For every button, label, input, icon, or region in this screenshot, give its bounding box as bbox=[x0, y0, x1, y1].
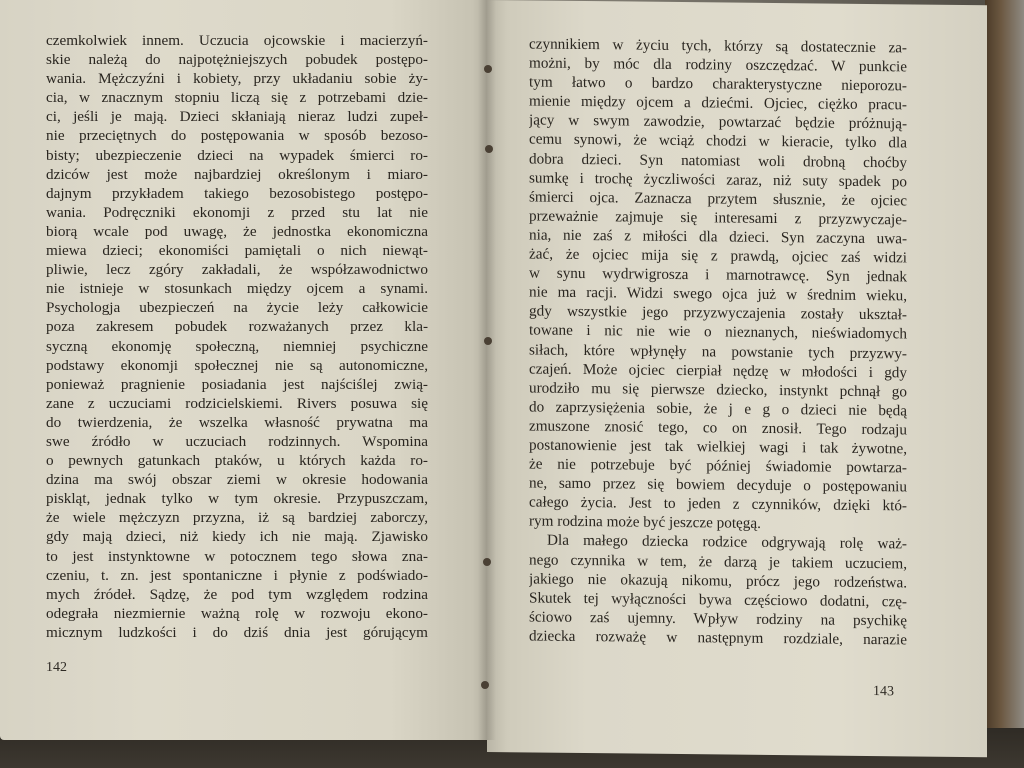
text-line: cia, w znacznym stopniu liczą się z potrzebami dzie- bbox=[46, 89, 428, 107]
text-line: pliwie, lecz zgóry zakładali, że współzawodnictwo bbox=[46, 261, 428, 279]
book-cover-edge bbox=[985, 0, 1024, 768]
text-line: Skutek tej wyłączności bywa częściowo dodatni, czę- bbox=[529, 589, 907, 611]
text-line: mienie między ojcem a dziećmi. Ojciec, ciężko pracu- bbox=[529, 92, 907, 114]
text-line: do twierdzenia, że wszelka własność prywatna ma bbox=[46, 413, 428, 431]
text-line: urodziło mu się pierwsze dziecko, instynkt pchnął go bbox=[529, 379, 907, 401]
text-line: nie przeciętnych do postępowania w sposób bezoso- bbox=[46, 127, 428, 145]
binding-stitch bbox=[484, 337, 492, 345]
text-line: odegrała niezmiernie ważną rolę w rozwoju ekono- bbox=[46, 604, 428, 622]
text-line: piskląt, jednak tylko w tym okresie. Przypuszczam, bbox=[46, 490, 428, 508]
text-line: miewa dzieci; ekonomiści pamiętali o nich niewąt- bbox=[46, 242, 428, 260]
text-line: że nie potrzebuje być później świadomie powtarza- bbox=[529, 455, 907, 477]
text-line: dzina ma swój obszar ziemi w okresie hodowania bbox=[46, 471, 428, 489]
text-line: zmuszone znosić tego, co on znosił. Tego rodzaju bbox=[529, 417, 907, 439]
text-line: wania. Mężczyźni i kobiety, przy układaniu sobie ży- bbox=[46, 70, 428, 88]
left-page-number: 142 bbox=[46, 660, 67, 675]
text-line: możni, by móc dla rodziny oszczędzać. W punkcie bbox=[529, 54, 907, 76]
text-line: bisty; ubezpieczenie dzieci na wypadek śmierci ro- bbox=[46, 146, 428, 164]
binding-stitch bbox=[483, 558, 491, 566]
text-line: jący w swym zawodzie, powtarzać będzie próżnują- bbox=[529, 111, 907, 133]
text-line: dajnym przykładem takiego bezosobistego postępo- bbox=[46, 184, 428, 202]
text-line: dziców jest może najbardziej określonym i miaro- bbox=[46, 165, 428, 183]
right-page bbox=[487, 0, 987, 757]
text-line: o pewnych gatunkach ptaków, u których każda ro- bbox=[46, 452, 428, 470]
text-line: nie istnieje w stosunkach między ojcem a synami. bbox=[46, 280, 428, 298]
text-line: syczną ekonomję społeczną, niemniej psychiczne bbox=[46, 337, 428, 355]
text-line: dziecka rozważę w następnym rozdziale, narazie bbox=[529, 627, 907, 649]
text-line: siłach, które wpłynęły na powstanie tych przyzwy- bbox=[529, 340, 907, 362]
text-line: postanowienie jest tak wielkiej wagi i tak żywotne, bbox=[529, 436, 907, 458]
text-line: nego czynnika w tem, że darzą je takiem uczuciem, bbox=[529, 550, 907, 572]
right-page-number: 143 bbox=[873, 684, 894, 700]
text-line: przeważnie zajmuje się interesami z przyzwyczaje- bbox=[529, 207, 907, 229]
text-line: czeniu, t. zn. jest spontaniczne i płynie z podświado- bbox=[46, 566, 428, 584]
text-line: dobra dzieci. Syn natomiast woli drobną choćby bbox=[529, 150, 907, 171]
text-line: biorą wcale pod uwagę, że jednostka ekonomiczna bbox=[46, 222, 428, 240]
text-line: ściowo zaś ujemny. Wpływ rodziny na psychikę bbox=[529, 608, 907, 630]
text-line: swe źródło w uczuciach rodzinnych. Wspomina bbox=[46, 432, 428, 450]
text-line: Psychologja ubezpieczeń na życie leży całkowicie bbox=[46, 299, 428, 317]
text-line: całego życia. Jest to jeden z czynników, dzięki któ- bbox=[529, 493, 907, 515]
text-line: czynnikiem w życiu tych, którzy są dostatecznie za- bbox=[529, 35, 907, 57]
text-line: nie ma racji. Widzi swego ojca już w średnim wieku, bbox=[529, 283, 907, 305]
text-line: sumkę i trochę życzliwości zaraz, niż suty spadek po bbox=[529, 169, 907, 191]
text-line: poza zakresem pobudek rozważanych przez kla- bbox=[46, 318, 428, 336]
text-line: towane i nic nie wie o nieznanych, nieświadomych bbox=[529, 321, 907, 343]
text-line: śmierci ojca. Zaznacza przytem słusznie, że ojciec bbox=[529, 188, 907, 210]
text-line: zane z uczuciami rodzicielskiemi. Rivers posuwa się bbox=[46, 394, 428, 412]
text-line: do zaprzysiężenia sobie, że j e g o dzieci nie będą bbox=[529, 398, 907, 420]
text-line: Dla małego dziecka rodzice odgrywają rolę waż- bbox=[547, 532, 907, 553]
text-line: w synu wydrwigrosza i marnotrawcę. Syn jednak bbox=[529, 264, 907, 286]
book-gutter bbox=[478, 0, 496, 740]
text-line: żać, że ojciec mija się z prawdą, ojciec zaś widzi bbox=[529, 245, 907, 267]
text-line: cemu synowi, że wciąż chodzi w kieracie, tylko dla bbox=[529, 130, 907, 152]
text-line: mych źródeł. Sądzę, że pod tym względem rodzina bbox=[46, 585, 428, 603]
text-line: ne, samo przez się bowiem decyduje o postępowaniu bbox=[529, 474, 907, 496]
left-page-text bbox=[46, 31, 428, 642]
text-line: czemkolwiek innem. Uczucia ojcowskie i macierzyń- bbox=[46, 32, 428, 49]
left-page bbox=[0, 0, 487, 740]
text-line: to jest instynktowne w potocznem tego słowa zna- bbox=[46, 547, 428, 565]
text-line: podstawy ekonomji społecznej nie są autonomiczne, bbox=[46, 356, 428, 374]
text-line: rym rodzina może być jeszcze potęgą. bbox=[529, 512, 761, 533]
text-line: skie należą do najpotężniejszych pobudek postępo- bbox=[46, 51, 428, 69]
text-line: wania. Podręczniki ekonomji z przed stu lat nie bbox=[46, 203, 428, 221]
binding-stitch bbox=[481, 681, 489, 689]
text-line: tym łatwo o bardzo charakterystyczne nieporozu- bbox=[529, 73, 907, 95]
text-line: gdy wszystkie jego przyzwyczajenia zostały ukształ- bbox=[529, 302, 907, 324]
text-line: gdy mają dzieci, niż kiedy ich nie mają. Zjawisko bbox=[46, 528, 428, 546]
text-line: ci, jeśli je mają. Dzieci skłaniają nieraz ludzi zupeł- bbox=[46, 108, 428, 126]
text-line: jakiego nie okazują nikomu, prócz jego rodzeństwa. bbox=[529, 570, 907, 592]
text-line: micznym ludzkości i do dziś dnia jest górującym bbox=[46, 623, 428, 641]
text-line: ponieważ pragnienie posiadania jest najściślej zwią- bbox=[46, 375, 428, 393]
binding-stitch bbox=[484, 65, 492, 73]
binding-stitch bbox=[485, 145, 493, 153]
text-line: nia, nie zaś z miłości dla dzieci. Syn zaczyna uwa- bbox=[529, 226, 907, 248]
text-line: czajeń. Może ojciec cierpiał nędzę w młodości i gdy bbox=[529, 360, 907, 381]
text-line: że wiele mężczyzn przyzna, iż są bardziej zaborczy, bbox=[46, 509, 428, 527]
right-page-text bbox=[529, 34, 907, 649]
